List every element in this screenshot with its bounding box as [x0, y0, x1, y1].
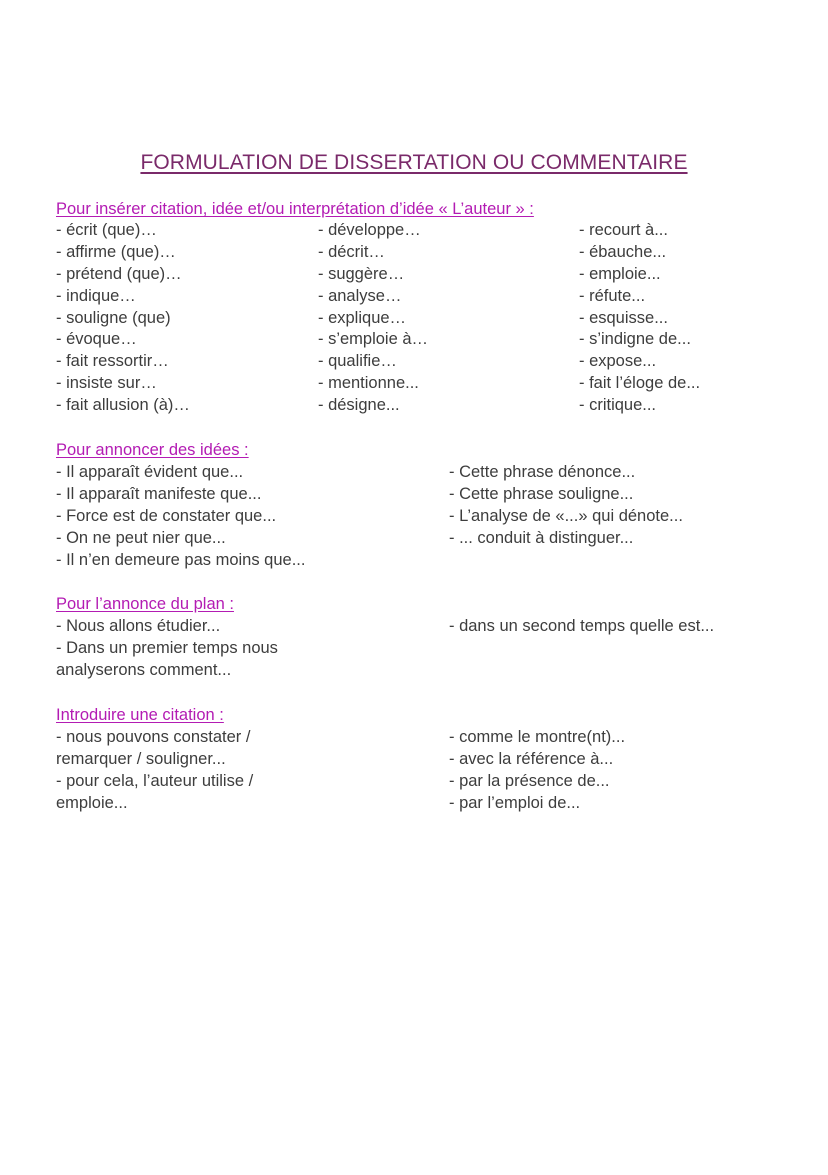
- list-item: - affirme (que)…: [56, 242, 176, 261]
- list-item: - critique...: [579, 396, 657, 415]
- list-item: - s’emploie à…: [318, 330, 429, 349]
- list-item: - emploie...: [579, 264, 661, 283]
- section-heading-quote: Introduire une citation :: [56, 706, 224, 724]
- list-item: - fait ressortir…: [56, 352, 169, 371]
- list-item: - comme le montre(nt)...: [449, 728, 626, 746]
- list-item: emploie...: [56, 793, 128, 812]
- citation-column-3: [579, 220, 700, 417]
- list-item: - dans un second temps quelle est...: [449, 617, 715, 635]
- list-item: - mentionne...: [318, 374, 419, 393]
- quote-column-1: [56, 727, 253, 815]
- list-item: - pour cela, l’auteur utilise /: [56, 771, 254, 790]
- list-item: - explique…: [318, 308, 407, 327]
- list-item: - développe…: [318, 221, 421, 239]
- citation-column-2: [318, 220, 428, 417]
- list-item: - prétend (que)…: [56, 264, 182, 283]
- ideas-column-2: [449, 462, 683, 550]
- list-item: - écrit (que)…: [56, 221, 157, 239]
- list-item: - Il apparaît manifeste que...: [56, 484, 262, 503]
- page-title: FORMULATION DE DISSERTATION OU COMMENTAIRE: [140, 151, 688, 174]
- list-item: - Il apparaît évident que...: [56, 463, 244, 481]
- list-item: - ébauche...: [579, 242, 667, 261]
- ideas-column-1: [56, 462, 305, 571]
- list-item: - décrit…: [318, 242, 385, 261]
- list-item: - analyse…: [318, 286, 402, 305]
- list-item: - Force est de constater que...: [56, 506, 277, 525]
- list-item: - Il n’en demeure pas moins que...: [56, 550, 306, 569]
- list-item: - esquisse...: [579, 308, 668, 327]
- quote-column-2: [449, 727, 625, 815]
- list-item: analyserons comment...: [56, 660, 232, 679]
- list-item: - On ne peut nier que...: [56, 528, 226, 547]
- list-item: - désigne...: [318, 396, 400, 415]
- list-item: - fait allusion (à)…: [56, 396, 190, 415]
- list-item: - réfute...: [579, 286, 646, 305]
- list-item: - insiste sur…: [56, 374, 157, 393]
- list-item: - s’indigne de...: [579, 330, 691, 349]
- citation-column-1: [56, 220, 190, 417]
- list-item: - par la présence de...: [449, 771, 610, 790]
- section-heading-plan: Pour l’annonce du plan :: [56, 595, 234, 613]
- list-item: - évoque…: [56, 330, 137, 349]
- list-item: - indique…: [56, 286, 136, 305]
- list-item: - Cette phrase dénonce...: [449, 463, 636, 481]
- plan-column-2: [449, 616, 714, 638]
- section-heading-ideas: Pour annoncer des idées :: [56, 441, 249, 459]
- list-item: - Nous allons étudier...: [56, 617, 221, 635]
- list-item: - par l’emploi de...: [449, 793, 581, 812]
- plan-column-1: [56, 616, 278, 682]
- list-item: - avec la référence à...: [449, 749, 614, 768]
- list-item: remarquer / souligner...: [56, 749, 226, 768]
- list-item: - suggère…: [318, 264, 405, 283]
- list-item: - expose...: [579, 352, 657, 371]
- list-item: - Cette phrase souligne...: [449, 484, 634, 503]
- list-item: - ... conduit à distinguer...: [449, 528, 634, 547]
- list-item: - Dans un premier temps nous: [56, 638, 278, 657]
- list-item: - recourt à...: [579, 221, 668, 239]
- list-item: - L’analyse de «...» qui dénote...: [449, 506, 683, 525]
- list-item: - souligne (que): [56, 308, 171, 327]
- section-heading-citation: Pour insérer citation, idée et/ou interprétation d’idée « L’auteur » :: [56, 200, 534, 218]
- list-item: - qualifie…: [318, 352, 397, 371]
- list-item: - fait l’éloge de...: [579, 374, 701, 393]
- list-item: - nous pouvons constater /: [56, 728, 251, 746]
